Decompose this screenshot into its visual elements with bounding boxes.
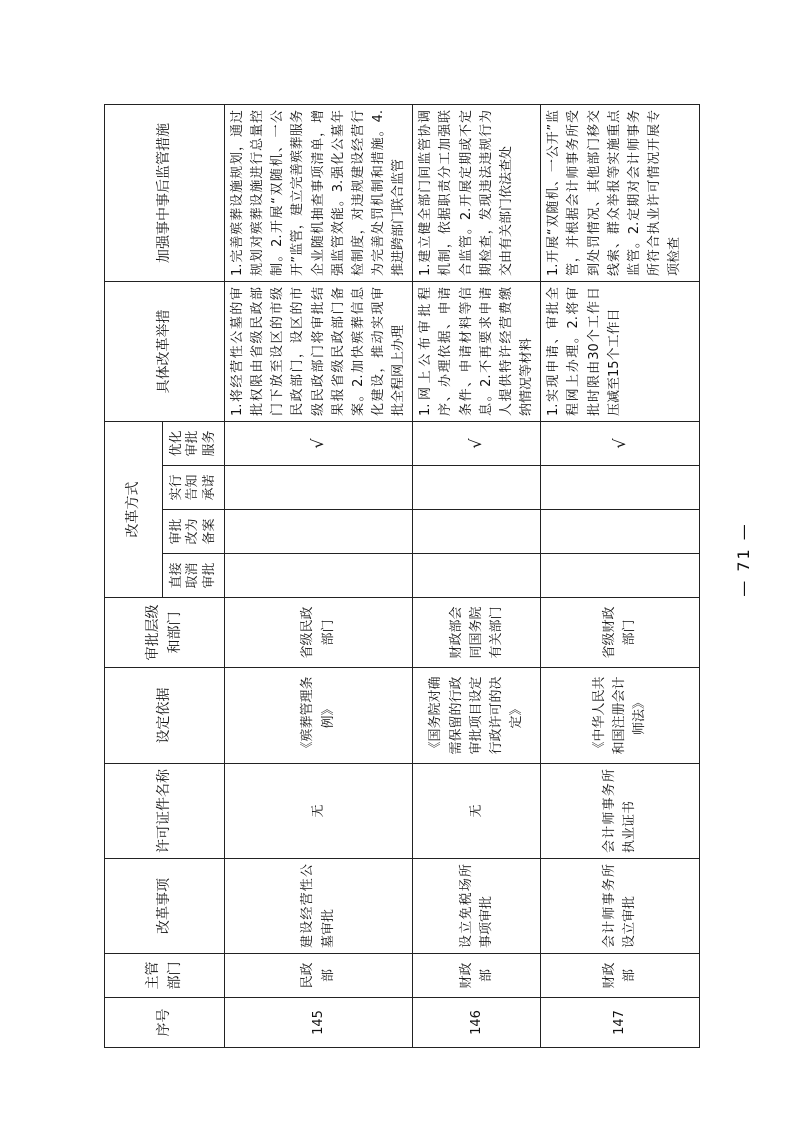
cell-level: 财政部会同国务院有关部门 (413, 598, 541, 668)
page-number: — 71 — (733, 522, 753, 597)
cell-measures: 1.实现申请、审批全程网上办理。2.将审批时限由30个工作日压减至15个工作日 (541, 282, 700, 422)
cell-dept: 财政部 (541, 954, 700, 998)
cell-basis: 《殡葬管理条例》 (225, 668, 413, 764)
cell-level: 省级民政部门 (225, 598, 413, 668)
rotated-page-content (104, 105, 687, 1048)
table-row (541, 105, 700, 1048)
header-item: 改革事项 (105, 859, 225, 954)
cell-license: 无 (413, 764, 541, 859)
cell-method-cancel (413, 554, 541, 598)
cell-method-filing (541, 510, 700, 554)
header-method-optimize: 优化审批服务 (163, 422, 225, 466)
header-measures: 具体改革举措 (105, 282, 225, 422)
cell-method-optimize-check: √ (225, 422, 413, 466)
cell-method-cancel (225, 554, 413, 598)
header-supervision: 加强事中事后监管措施 (105, 105, 225, 282)
cell-item: 建设经营性公墓审批 (225, 859, 413, 954)
header-seq: 序号 (105, 998, 225, 1048)
cell-item: 设立免税场所事项审批 (413, 859, 541, 954)
cell-seq: 147 (541, 998, 700, 1048)
cell-seq: 146 (413, 998, 541, 1048)
cell-basis: 《国务院对确需保留的行政审批项目设定行政许可的决定》 (413, 668, 541, 764)
table-row (225, 105, 413, 1048)
header-basis: 设定依据 (105, 668, 225, 764)
cell-license: 会计师事务所执业证书 (541, 764, 700, 859)
cell-method-notify (413, 466, 541, 510)
header-license: 许可证件名称 (105, 764, 225, 859)
reform-items-table (104, 104, 700, 1048)
cell-method-optimize-check: √ (413, 422, 541, 466)
cell-method-notify (225, 466, 413, 510)
header-method: 改革方式 (105, 422, 163, 598)
cell-license: 无 (225, 764, 413, 859)
table-row (413, 105, 541, 1048)
cell-seq: 145 (225, 998, 413, 1048)
cell-method-filing (413, 510, 541, 554)
cell-measures: 1.网上公布审批程序、办理依据、申请条件、申请材料等信息。2.不再要求申请人提供特许经营费缴纳情况等材料 (413, 282, 541, 422)
cell-level: 省级财政部门 (541, 598, 700, 668)
cell-basis: 《中华人民共和国注册会计师法》 (541, 668, 700, 764)
cell-supervision: 1.开展“双随机、一公开”监管，并根据会计师事务所受到处罚情况、其他部门移交线索、群众举报等实施重点监管。2.定期对会计师事务所符合执业许可情况开展专项检查 (541, 105, 700, 282)
header-method-notify: 实行告知承诺 (163, 466, 225, 510)
cell-measures: 1.将经营性公墓的审批权限由省级民政部门下放至设区的市级民政部门，设区的市级民政部门将审批结果报省级民政部门备案。2.加快殡葬信息化建设，推动实现审批全程网上办理 (225, 282, 413, 422)
cell-dept: 民政部 (225, 954, 413, 998)
header-method-filing: 审批改为备案 (163, 510, 225, 554)
cell-supervision: 1.建立健全部门间监管协调机制，依据职责分工加强联合监管。2.开展定期或不定期检查，发现违法违规行为交由有关部门依法查处 (413, 105, 541, 282)
cell-dept: 财政部 (413, 954, 541, 998)
cell-method-optimize-check: √ (541, 422, 700, 466)
header-method-cancel: 直接取消审批 (163, 554, 225, 598)
header-dept: 主管部门 (105, 954, 225, 998)
cell-method-filing (225, 510, 413, 554)
cell-method-cancel (541, 554, 700, 598)
cell-method-notify (541, 466, 700, 510)
header-level: 审批层级和部门 (105, 598, 225, 668)
cell-item: 会计师事务所设立审批 (541, 859, 700, 954)
cell-supervision: 1.完善殡葬设施规划，通过规划对殡葬设施进行总量控制。2.开展“双随机、一公开”监管，建立完善殡葬服务企业随机抽查事项清单，增强监管效能。3.强化公墓年检制度，对违规建设经营行为完善处罚机制和措施。4.推进跨部门联合监管 (225, 105, 413, 282)
